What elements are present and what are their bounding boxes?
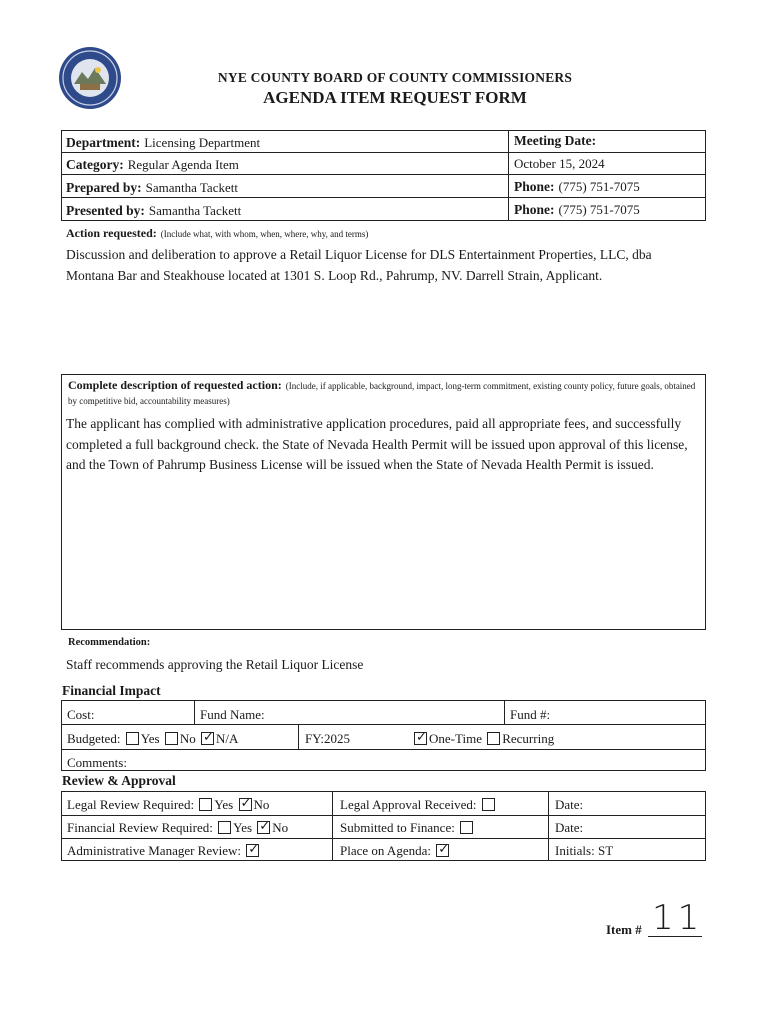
admin-review-checkbox[interactable]: [246, 844, 259, 857]
header-title: NYE COUNTY BOARD OF COUNTY COMMISSIONERS: [217, 70, 573, 85]
financial-review-yes-checkbox[interactable]: [218, 821, 231, 834]
phone-field-2: [514, 201, 640, 219]
fiscal-year-field: [305, 731, 350, 747]
description-box: [61, 374, 706, 630]
place-on-agenda-row: [340, 843, 451, 859]
recommendation-label: Recommendation:: [68, 637, 151, 648]
submitted-finance-row: [340, 820, 475, 836]
meeting-date-value: October 15, 2024: [514, 156, 605, 171]
financial-review-yes-label: Yes: [233, 820, 253, 835]
place-on-agenda-checkbox[interactable]: [436, 844, 449, 857]
legal-review-no-checkbox[interactable]: [239, 798, 252, 811]
fund-number-label: Fund #:: [510, 707, 551, 722]
item-number-value: 11: [652, 898, 704, 938]
fund-name-label: Fund Name:: [200, 707, 265, 722]
action-requested-heading: [66, 224, 368, 242]
legal-approval-row: [340, 797, 497, 813]
budgeted-label: Budgeted:: [67, 731, 121, 746]
comments-label: Comments:: [67, 755, 127, 770]
financial-review-no-checkbox[interactable]: [257, 821, 270, 834]
legal-review-no-label: No: [253, 797, 270, 812]
fiscal-year-value: 2025: [324, 731, 351, 746]
phone-value-1: (775) 751-7075: [558, 179, 640, 194]
budgeted-no-label: No: [179, 731, 196, 746]
financial-review-no-label: No: [272, 820, 289, 835]
meeting-date-label: Meeting Date:: [514, 133, 597, 148]
phone-label-1: Phone:: [514, 179, 555, 194]
department-value: Licensing Department: [144, 135, 261, 150]
legal-approval-label: Legal Approval Received:: [340, 797, 477, 812]
date-label-2: Date:: [555, 820, 584, 835]
department-field: [66, 134, 260, 152]
recurring-checkbox[interactable]: [487, 732, 500, 745]
action-requested-hint: (Include what, with whom, when, where, why, and terms): [160, 229, 369, 239]
action-requested-text: Discussion and deliberation to approve a Retail Liquor License for DLS Entertainment Properties, LLC, dba Montana Bar and Steakhouse located at 1301 S. Loop Rd., Pahrump, NV. Darrell Strain, Applicant.: [66, 247, 652, 283]
admin-review-label: Administrative Manager Review:: [67, 843, 242, 858]
submitted-finance-checkbox[interactable]: [460, 821, 473, 834]
cost-label: Cost:: [67, 707, 95, 722]
legal-review-yes-checkbox[interactable]: [199, 798, 212, 811]
category-label: Category:: [66, 157, 124, 172]
phone-value-2: (775) 751-7075: [558, 202, 640, 217]
initials-value: ST: [597, 843, 614, 858]
fiscal-year-label: FY:: [305, 731, 325, 746]
budgeted-yes-checkbox[interactable]: [126, 732, 139, 745]
presented-by-value: Samantha Tackett: [148, 203, 242, 218]
one-time-label: One-Time: [429, 731, 482, 746]
category-field: [66, 156, 239, 174]
description-heading: [68, 378, 702, 408]
action-requested-label: Action requested:: [66, 226, 157, 240]
initials-field: [555, 843, 613, 859]
legal-review-row: [67, 797, 269, 813]
budgeted-yes-label: Yes: [140, 731, 160, 746]
presented-by-field: [66, 202, 241, 220]
legal-approval-checkbox[interactable]: [482, 798, 495, 811]
submitted-finance-label: Submitted to Finance:: [340, 820, 455, 835]
item-number-label: Item #: [606, 922, 642, 937]
budgeted-row: [67, 731, 238, 747]
recommendation-text: Staff recommends approving the Retail Liquor License: [66, 657, 364, 672]
presented-by-label: Presented by:: [66, 203, 145, 218]
financial-impact-title: Financial Impact: [62, 683, 161, 698]
legal-review-label: Legal Review Required:: [67, 797, 195, 812]
initials-label: Initials:: [555, 843, 595, 858]
place-on-agenda-label: Place on Agenda:: [340, 843, 431, 858]
category-value: Regular Agenda Item: [127, 157, 239, 172]
description-hint: (Include, if applicable, background, impact, long-term commitment, existing county policy, future goals, obtained by competitive bid, accountability measures): [68, 381, 696, 406]
header-subtitle: AGENDA ITEM REQUEST FORM: [263, 88, 527, 107]
department-label: Department:: [66, 135, 141, 150]
financial-review-row: [67, 820, 288, 836]
admin-review-row: [67, 843, 261, 859]
financial-review-label: Financial Review Required:: [67, 820, 213, 835]
recurring-label: Recurring: [502, 731, 555, 746]
frequency-options: [412, 731, 554, 747]
prepared-by-label: Prepared by:: [66, 180, 142, 195]
budgeted-na-checkbox[interactable]: [201, 732, 214, 745]
legal-review-yes-label: Yes: [214, 797, 234, 812]
phone-field-1: [514, 178, 640, 196]
budgeted-no-checkbox[interactable]: [165, 732, 178, 745]
one-time-checkbox[interactable]: [414, 732, 427, 745]
budgeted-na-label: N/A: [216, 731, 239, 746]
phone-label-2: Phone:: [514, 202, 555, 217]
description-label: Complete description of requested action:: [68, 378, 282, 392]
date-label-1: Date:: [555, 797, 584, 812]
review-approval-title: Review & Approval: [62, 773, 176, 788]
prepared-by-value: Samantha Tackett: [145, 180, 238, 195]
description-text: The applicant has complied with administrative application procedures, paid all appropriate fees, and successfully completed a full background check. the State of Nevada Health Permit will be issued upon approval of this license, and the Town of Pahrump Business License will be issued when the State of Nevada Health Permit is issued.: [66, 416, 688, 472]
prepared-by-field: [66, 179, 238, 197]
